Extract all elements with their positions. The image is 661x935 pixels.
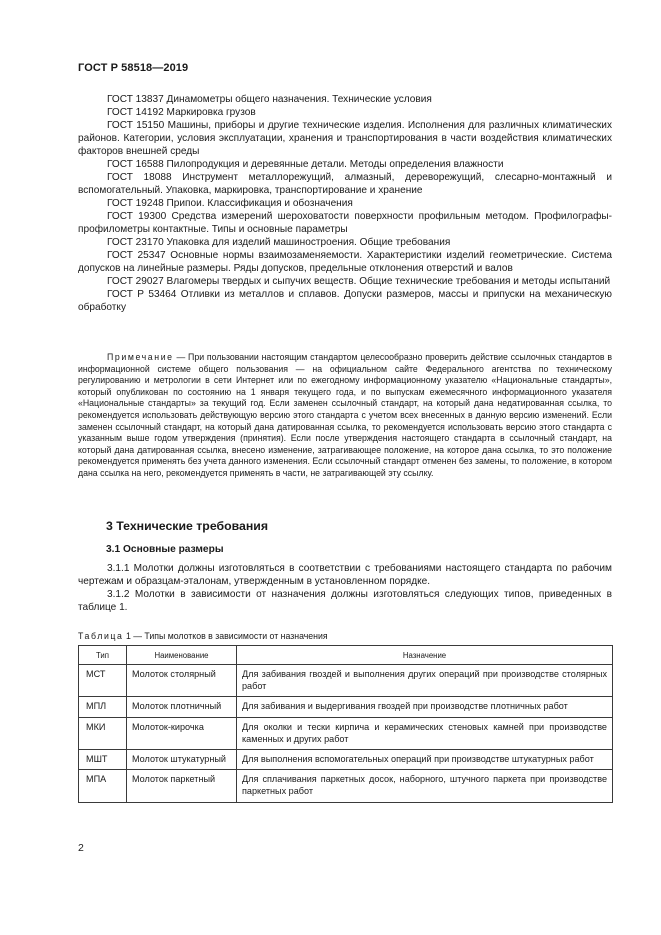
cell-purpose: Для околки и тески кирпича и керамических стеновых камней при производстве каменных и других работ: [237, 717, 613, 749]
cell-purpose: Для забивания гвоздей и выполнения других операций при производстве столярных работ: [237, 665, 613, 697]
reference-item: ГОСТ 25347 Основные нормы взаимозаменяемости. Характеристики изделий геометрические. Система допусков на линейные размеры. Ряды допусков, предельные отклонения отверстий и валов: [78, 250, 612, 274]
table-row: [79, 770, 613, 802]
paragraph-3-1-1: 3.1.1 Молотки должны изготовляться в соответствии с требованиями настоящего стандарта по рабочим чертежам и образцам-эталонам, утвержденным в установленном порядке.: [78, 563, 612, 587]
reference-item: ГОСТ 15150 Машины, приборы и другие технические изделия. Исполнения для различных климатических районов. Категории, условия эксплуатации, хранения и транспортирования в части воздействия климатических факторов внешней среды: [78, 120, 612, 157]
table-caption-text: 1 — Типы молотков в зависимости от назначения: [123, 631, 328, 641]
cell-type: МШТ: [79, 750, 127, 770]
reference-item: ГОСТ 29027 Влагомеры твердых и сыпучих веществ. Общие технические требования и методы испытаний: [107, 276, 611, 287]
reference-item: ГОСТ 19248 Припои. Классификация и обозначения: [107, 198, 353, 209]
header-type: Тип: [79, 646, 127, 665]
cell-type: МСТ: [79, 665, 127, 697]
note-text: — При пользовании настоящим стандартом целесообразно проверить действие ссылочных стандартов в информационной системе общего пользования — на официальном сайте Федерального агентства по техническому регулированию и метрологии в сети Интернет или по ежегодному информационному указателю «Национальные стандарты», который опубликован по состоянию на 1 января текущего года, и по выпускам ежемесячного информационного указателя «Национальные стандарты» за текущий год. Если заменен ссылочный стандарт, на который дана недатированная ссылка, то рекомендуется использовать действующую версию этого стандарта с учетом всех внесенных в данную версию изменений. Если заменен ссылочный стандарт, на который дана датированная ссылка, то рекомендуется использовать версию этого стандарта с указанным выше годом утверждения (принятия). Если после утверждения настоящего стандарта в ссылочный стандарт, на который дана датированная ссылка, внесено изменение, затрагивающее положение, на которое дана ссылка, то это положение рекомендуется применять без учета данного изменения. Если ссылочный стандарт отменен без замены, то положение, в котором дана ссылка на него, рекомендуется применять в части, не затрагивающей эту ссылку.: [78, 352, 612, 478]
cell-purpose: Для сплачивания паркетных досок, наборного, штучного паркета при производстве паркетных работ: [237, 770, 613, 802]
table-row: [79, 717, 613, 749]
cell-name: Молоток-кирочка: [127, 717, 237, 749]
table-row: [79, 665, 613, 697]
section-paragraphs: [78, 562, 612, 614]
hammer-types-table: [78, 645, 613, 803]
reference-item: ГОСТ 19300 Средства измерений шероховатости поверхности профильным методом. Профилографы-профилометры контактные. Типы и основные параметры: [78, 211, 612, 235]
note-label: Примечание: [107, 352, 174, 362]
cell-purpose: Для выполнения вспомогательных операций при производстве штукатурных работ: [237, 750, 613, 770]
note-block: [78, 352, 612, 480]
table-row: [79, 697, 613, 717]
normative-references: [78, 93, 612, 314]
reference-item: ГОСТ 16588 Пилопродукция и деревянные детали. Методы определения влажности: [107, 159, 504, 170]
cell-type: МПА: [79, 770, 127, 802]
reference-item: ГОСТ 14192 Маркировка грузов: [107, 107, 256, 118]
table-header-row: [79, 646, 613, 665]
subsection-title: 3.1 Основные размеры: [106, 544, 224, 555]
cell-name: Молоток плотничный: [127, 697, 237, 717]
cell-type: МКИ: [79, 717, 127, 749]
cell-purpose: Для забивания и выдергивания гвоздей при производстве плотничных работ: [237, 697, 613, 717]
cell-name: Молоток столярный: [127, 665, 237, 697]
note-paragraph: [78, 352, 612, 480]
section-title: 3 Технические требования: [106, 519, 268, 533]
reference-item: ГОСТ Р 53464 Отливки из металлов и сплавов. Допуски размеров, массы и припуски на механическую обработку: [78, 289, 612, 313]
table-caption-label: Таблица: [78, 631, 124, 641]
reference-item: ГОСТ 13837 Динамометры общего назначения. Технические условия: [107, 94, 432, 105]
cell-name: Молоток паркетный: [127, 770, 237, 802]
cell-name: Молоток штукатурный: [127, 750, 237, 770]
reference-item: ГОСТ 18088 Инструмент металлорежущий, алмазный, дереворежущий, слесарно-монтажный и вспомогательный. Упаковка, маркировка, транспортирование и хранение: [78, 172, 612, 196]
table-row: [79, 750, 613, 770]
paragraph-3-1-2: 3.1.2 Молотки в зависимости от назначения должны изготовляться следующих типов, приведенных в таблице 1.: [78, 589, 612, 613]
table-caption: [78, 631, 328, 641]
page-header: ГОСТ Р 58518—2019: [78, 62, 189, 74]
header-purpose: Назначение: [237, 646, 613, 665]
reference-item: ГОСТ 23170 Упаковка для изделий машиностроения. Общие требования: [107, 237, 451, 248]
cell-type: МПЛ: [79, 697, 127, 717]
page-number: 2: [78, 842, 84, 854]
header-name: Наименование: [127, 646, 237, 665]
